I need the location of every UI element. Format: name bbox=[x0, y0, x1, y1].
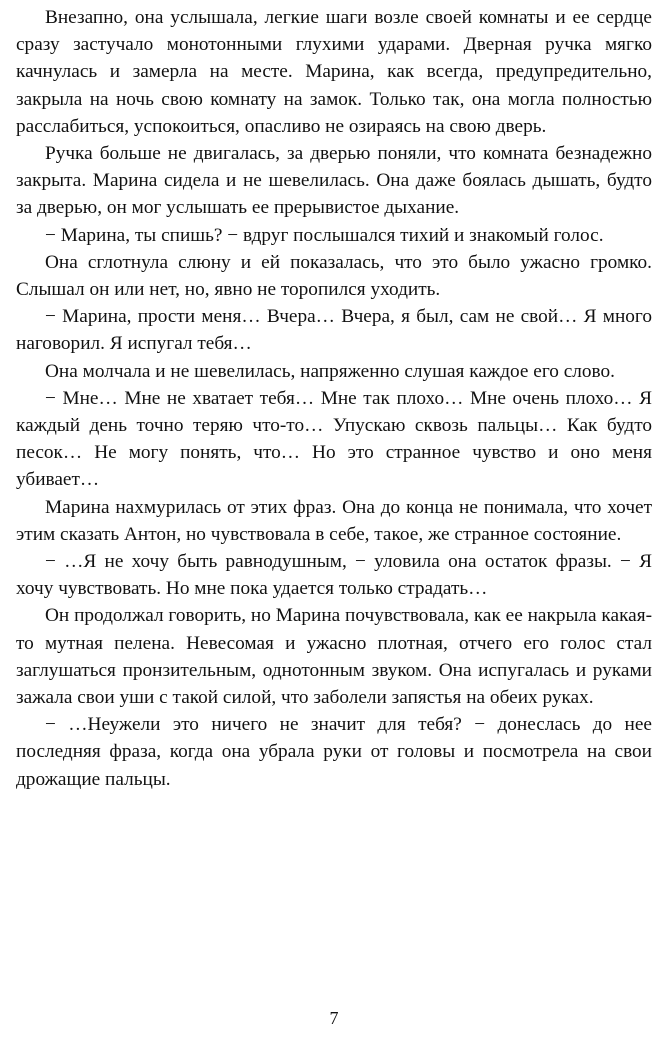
page-body bbox=[16, 4, 652, 793]
paragraph-11: − …Неужели это ничего не значит для тебя? − донеслась до нее последняя фраза, когда она убрала руки от головы и посмотрела на свои дрожащие пальцы. bbox=[16, 714, 652, 790]
paragraph-5: − Марина, прости меня… Вчера… Вчера, я был, сам не свой… Я много наговорил. Я испугал тебя… bbox=[16, 306, 652, 355]
paragraph-2: Ручка больше не двигалась, за дверью поняли, что комната безнадежно закрыта. Марина сидела и не шевелилась. Она даже боялась дышать, будто за дверью, он мог услышать ее прерывистое дыхание. bbox=[16, 143, 652, 219]
paragraph-3: − Марина, ты спишь? − вдруг послышался тихий и знакомый голос. bbox=[45, 224, 604, 246]
paragraph-8: Марина нахмурилась от этих фраз. Она до конца не понимала, что хочет этим сказать Антон, но чувствовала в себе, такое, же странное состояние. bbox=[16, 496, 652, 545]
page-number: 7 bbox=[329, 1008, 339, 1028]
paragraph-1: Внезапно, она услышала, легкие шаги возле своей комнаты и ее сердце сразу застучало монотонными глухими ударами. Дверная ручка мягко качнулась и замерла на месте. Марина, как всегда, предупредительно, закрыла на ночь свою комнату на замок. Только так, она могла полностью расслабиться, успокоиться, опасливо не озираясь на свою дверь. bbox=[16, 7, 652, 137]
paragraph-7: − Мне… Мне не хватает тебя… Мне так плохо… Мне очень плохо… Я каждый день точно теряю что-то… Упускаю сквозь пальцы… Как будто песок… Не могу понять, что… Но это странное чувство и оно меня убивает… bbox=[16, 387, 652, 491]
paragraph-6: Она молчала и не шевелилась, напряженно слушая каждое его слово. bbox=[45, 360, 615, 382]
paragraph-4: Она сглотнула слюну и ей показалась, что это было ужасно громко. Слышал он или нет, но, явно не торопился уходить. bbox=[16, 251, 652, 301]
paragraph-9: − …Я не хочу быть равнодушным, − уловила она остаток фразы. − Я хочу чувствовать. Но мне пока удается только страдать… bbox=[16, 551, 652, 600]
paragraph-10: Он продолжал говорить, но Марина почувствовала, как ее накрыла какая-то мутная пелена. Невесомая и ужасно плотная, отчего его голос стал заглушаться пронзительным, однотонным звуком. Она испугалась и руками зажала свои уши с такой силой, что заболели запястья на обеих руках. bbox=[16, 605, 652, 709]
